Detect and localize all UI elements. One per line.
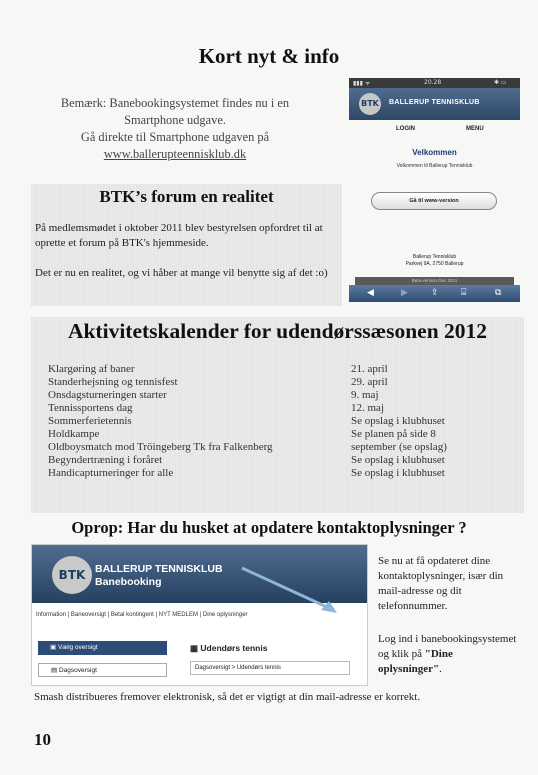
- calendar-row: [48, 376, 518, 389]
- calendar-row: [48, 389, 518, 402]
- calendar-activity: Oldboysmatch mod Tröingeberg Tk fra Falkenberg: [48, 441, 273, 453]
- calendar-row: [48, 454, 518, 467]
- tabs-icon[interactable]: ⧉: [495, 288, 502, 298]
- calendar-date: Se opslag i klubhuset: [351, 454, 445, 466]
- phone-welcome: Velkommen: [412, 148, 457, 157]
- calendar-date: Se planen på side 8: [351, 428, 436, 440]
- choose-overview-label: Vælg oversigt: [57, 644, 98, 651]
- calendar-row: [48, 415, 518, 428]
- calendar-date: 12. maj: [351, 402, 384, 414]
- battery-icon: ✱ ▭: [494, 79, 507, 86]
- calendar-date: Se opslag i klubhuset: [351, 467, 445, 479]
- phone-header-title: BALLERUP TENNISKLUB: [389, 99, 480, 106]
- calendar-activity: Holdkampe: [48, 428, 100, 440]
- calendar-list: [48, 363, 518, 480]
- calendar-date: 21. april: [351, 363, 388, 375]
- calendar-row: [48, 441, 518, 454]
- bookmarks-icon[interactable]: ⌸: [461, 288, 467, 298]
- list-icon: ▤: [51, 667, 59, 674]
- day-overview-item[interactable]: [38, 663, 167, 677]
- club-logo: BTK: [359, 93, 381, 115]
- smartphone-screenshot: [349, 78, 520, 302]
- calendar-row: [48, 467, 518, 480]
- smash-notice: Smash distribueres fremover elektronisk, så det er vigtigt at din mail-adresse er korrekt.: [34, 691, 421, 703]
- calendar-activity: Tennissportens dag: [48, 402, 133, 414]
- notice-line-1: Bemærk: Banebookingsystemet findes nu i en: [60, 96, 290, 110]
- day-overview-label: Dagsoversigt: [58, 667, 97, 674]
- login-instructions-text: Log ind i banebookingsystemet og klik på: [378, 633, 517, 660]
- booking-main-heading-text: Udendørs tennis: [200, 643, 268, 653]
- phone-welcome-sub: Velkommen til Ballerup Tennisklub: [396, 163, 473, 169]
- notice-line-2: Smartphone udgave.: [124, 113, 226, 127]
- banebooking-screenshot: [31, 544, 368, 686]
- phone-clock: 20.28: [424, 79, 442, 86]
- tennis-icon: ▦: [190, 643, 201, 653]
- calendar-activity: Handicapturneringer for alle: [48, 467, 174, 479]
- calendar-row: [48, 363, 518, 376]
- calendar-date: 9. maj: [351, 389, 379, 401]
- breadcrumb[interactable]: Dagsoversigt > Udendørs tennis: [190, 661, 350, 675]
- calendar-activity: Begyndertræning i foråret: [48, 454, 163, 466]
- calendar-row: [48, 402, 518, 415]
- address-line-1: Ballerup Tennisklub: [412, 254, 457, 260]
- share-icon[interactable]: ⇪: [431, 288, 439, 298]
- calendar-activity: Standerhejsning og tennisfest: [48, 376, 178, 388]
- calendar-activity: Sommerferietennis: [48, 415, 132, 427]
- phone-toolbar: [349, 285, 520, 302]
- address-line-2: Parkvej 9A, 2750 Ballerup: [405, 261, 464, 267]
- booking-app-name: Banebooking: [95, 576, 162, 588]
- phone-nav: [349, 126, 520, 138]
- calendar-date: 29. april: [351, 376, 388, 388]
- calendar-icon: ▣: [50, 644, 58, 651]
- phone-status-bar: [349, 78, 520, 88]
- page-number: 10: [34, 730, 51, 749]
- calendar-date: Se opslag i klubhuset: [351, 415, 445, 427]
- login-link[interactable]: LOGIN: [396, 126, 415, 132]
- phone-version: Beta-version Dec 2011: [355, 277, 514, 285]
- signal-icon: ▮▮▮ ᯤ: [353, 80, 371, 87]
- club-website-link[interactable]: www.ballerupteennisklub.dk: [103, 147, 247, 161]
- calendar-activity: Klargøring af baner: [48, 363, 135, 375]
- login-instructions-end: .: [439, 663, 442, 675]
- page-title: Kort nyt & info: [198, 44, 340, 68]
- forward-icon[interactable]: ▶: [401, 288, 408, 298]
- choose-overview-button[interactable]: [38, 641, 167, 655]
- pointer-arrow: [237, 563, 347, 618]
- update-info-text: Se nu at få opdateret dine kontaktoplysninger, især din mail-adresse og dit telefonnummer.: [378, 555, 504, 612]
- menu-link[interactable]: MENU: [466, 126, 484, 132]
- calendar-title: Aktivitetskalender for udendørssæsonen 2012: [67, 319, 488, 343]
- smartphone-notice: [30, 95, 320, 163]
- forum-paragraph-1: På medlemsmødet i oktober 2011 blev bestyrelsen opfordret til at oprette et forum på BTK's hjemmeside.: [35, 222, 323, 249]
- club-logo: BTK: [52, 556, 92, 594]
- oprop-heading: Oprop: Har du husket at opdatere kontaktoplysninger ?: [71, 518, 467, 537]
- phone-address: [349, 254, 520, 268]
- calendar-date: september (se opslag): [351, 441, 447, 453]
- forum-title: BTK’s forum en realitet: [99, 187, 274, 206]
- login-instructions: [378, 632, 518, 677]
- back-icon[interactable]: ◀: [367, 288, 374, 298]
- calendar-row: [48, 428, 518, 441]
- forum-box: [31, 184, 342, 306]
- phone-header: [349, 88, 520, 120]
- booking-menu[interactable]: Information | Baneoversigt | Betal kontingent | NYT MEDLEM | Dine oplysninger: [36, 612, 248, 618]
- booking-main-heading: [190, 643, 267, 654]
- booking-club-name: BALLERUP TENNISKLUB: [95, 563, 223, 575]
- notice-line-3: Gå direkte til Smartphone udgaven på: [80, 130, 270, 144]
- forum-paragraph-2: Det er nu en realitet, og vi håber at mange vil benytte sig af det :o): [35, 267, 328, 279]
- dine-oplysninger-label: "Dine oplysninger": [378, 648, 453, 675]
- calendar-activity: Onsdagsturneringen starter: [48, 389, 167, 401]
- activity-calendar: [31, 317, 524, 513]
- goto-www-button[interactable]: Gå til www-version: [371, 192, 497, 210]
